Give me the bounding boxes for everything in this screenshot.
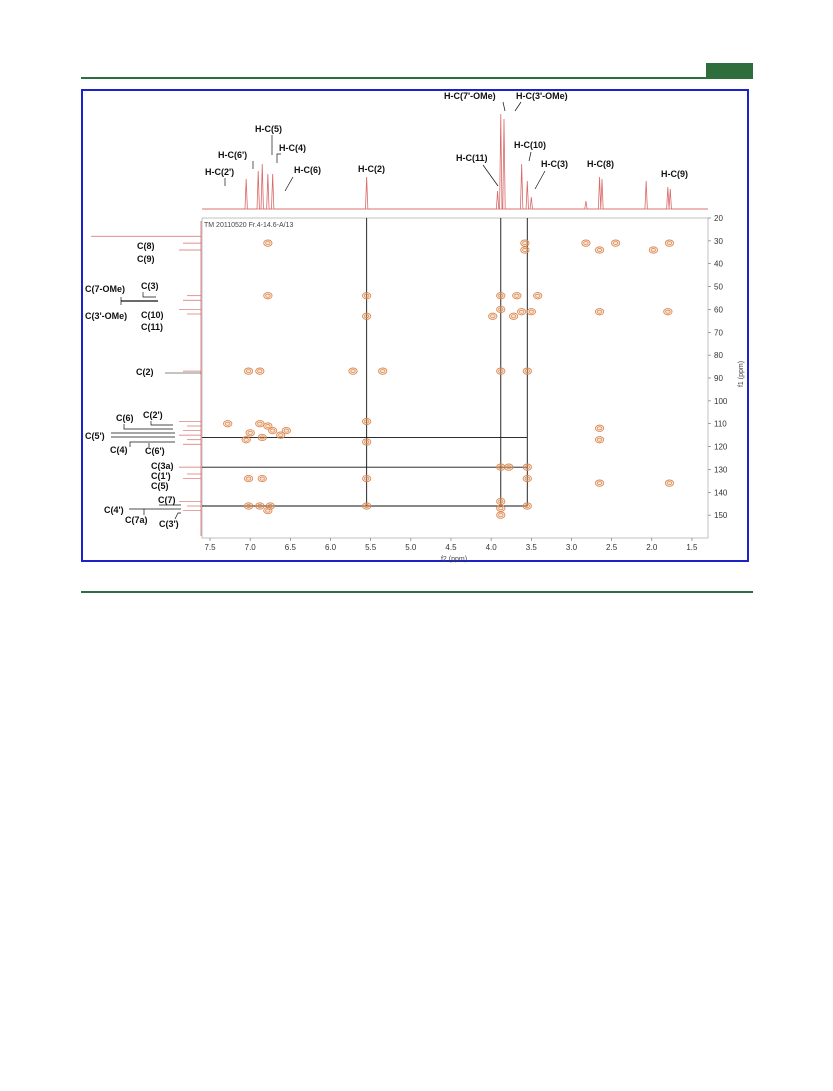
cross-peak-outer	[595, 437, 603, 443]
cross-peak-outer	[523, 475, 531, 481]
y-tick-label: 120	[714, 442, 728, 452]
cross-peak-outer	[665, 480, 673, 486]
label-h-c2prime: H-C(2')	[205, 167, 235, 177]
label-c9: C(9)	[137, 254, 155, 264]
cross-peak	[665, 480, 673, 486]
cross-peak-outer	[258, 475, 266, 481]
label-c7-ome: C(7-OMe)	[85, 284, 125, 294]
y-tick-label: 100	[714, 396, 728, 406]
cross-peak	[282, 427, 290, 433]
label-h-c3prime-ome: H-C(3'-OMe)	[516, 91, 568, 101]
x-tick-label: 6.0	[324, 543, 337, 552]
bottom-rule	[81, 591, 753, 593]
label-c3: C(3)	[141, 281, 159, 291]
cross-peak-outer	[505, 464, 513, 470]
label-c11: C(11)	[141, 322, 164, 332]
cross-peak-outer	[258, 434, 266, 440]
x-tick-label: 6.5	[284, 543, 296, 552]
cross-peak	[362, 475, 370, 481]
y-tick-label: 40	[714, 259, 723, 269]
cross-peak	[505, 464, 513, 470]
cross-peak-outer	[362, 439, 370, 445]
label-c3prime: C(3')	[159, 519, 179, 529]
cross-peak	[534, 293, 542, 299]
cross-peak-outer	[497, 368, 505, 374]
cross-peak-outer	[362, 313, 370, 319]
cross-peak-outer	[264, 240, 272, 246]
cross-peak	[268, 427, 276, 433]
label-c3prime-ome: C(3'-OMe)	[85, 311, 128, 321]
cross-peak-outer	[244, 368, 252, 374]
figure-frame	[81, 89, 749, 562]
carbon-projection	[91, 221, 201, 536]
guide-lines	[202, 218, 527, 506]
cross-peak	[362, 503, 370, 509]
cross-peak-outer	[362, 503, 370, 509]
cross-peak-outer	[664, 309, 672, 315]
y-tick-label: 20	[714, 214, 723, 223]
carbon-annotations	[85, 241, 201, 529]
y-tick-label: 140	[714, 488, 728, 498]
cross-peak	[517, 309, 525, 315]
x-tick-label: 1.5	[686, 543, 698, 552]
cross-peak	[362, 439, 370, 445]
cross-peaks	[224, 240, 674, 518]
cross-peak-outer	[595, 480, 603, 486]
cross-peak-outer	[264, 507, 272, 513]
cross-peak-outer	[513, 293, 521, 299]
y-tick-label: 90	[714, 374, 723, 383]
cross-peak-outer	[497, 464, 505, 470]
cross-peak	[497, 464, 505, 470]
cross-peak	[362, 418, 370, 424]
cross-peak	[497, 505, 505, 511]
cross-peak	[264, 507, 272, 513]
cross-peak	[362, 313, 370, 319]
x-axis-label: f2 (ppm)	[440, 556, 468, 563]
cross-peak-outer	[523, 368, 531, 374]
y-tick-label: 80	[714, 351, 723, 361]
cross-peak	[509, 313, 517, 319]
label-h-c7prime-ome: H-C(7'-OMe)	[444, 91, 496, 101]
y-tick-label: 50	[714, 282, 723, 292]
x-tick-label: 4.0	[485, 543, 497, 552]
cross-peak-outer	[582, 240, 590, 246]
cross-peak-outer	[349, 368, 357, 374]
label-h-c4: H-C(4)	[279, 143, 306, 153]
y-tick-label: 60	[714, 305, 723, 315]
label-h-c11: H-C(11)	[456, 153, 488, 163]
y-tick-label: 130	[714, 465, 728, 475]
label-c5prime: C(5')	[85, 431, 105, 441]
cross-peak	[649, 247, 657, 253]
cross-peak-outer	[595, 247, 603, 253]
cross-peak	[256, 421, 264, 427]
y-axis	[708, 214, 728, 520]
cross-peak-outer	[517, 309, 525, 315]
cross-peak	[595, 247, 603, 253]
cross-peak-outer	[665, 240, 673, 246]
cross-peak-outer	[256, 368, 264, 374]
hsqc-spectrum	[83, 91, 751, 564]
cross-peak-outer	[523, 503, 531, 509]
cross-peak-outer	[224, 421, 232, 427]
plot-area	[202, 218, 708, 538]
cross-peak	[244, 475, 252, 481]
cross-peak	[523, 503, 531, 509]
cross-peak	[244, 503, 252, 509]
cross-peak-outer	[523, 464, 531, 470]
cross-peak-outer	[362, 293, 370, 299]
cross-peak-outer	[611, 240, 619, 246]
cross-peak-outer	[362, 475, 370, 481]
cross-peak-outer	[379, 368, 387, 374]
label-h-c2: H-C(2)	[358, 164, 385, 174]
cross-peak	[595, 480, 603, 486]
label-h-c10: H-C(10)	[514, 140, 547, 150]
cross-peak	[595, 309, 603, 315]
label-h-c6: H-C(6)	[294, 165, 321, 175]
page-tab-marker	[706, 63, 753, 78]
label-h-c5: H-C(5)	[255, 124, 282, 134]
cross-peak	[513, 293, 521, 299]
cross-peak-outer	[497, 293, 505, 299]
cross-peak-outer	[497, 512, 505, 518]
y-tick-label: 110	[714, 419, 727, 429]
cross-peak	[521, 247, 529, 253]
cross-peak	[497, 512, 505, 518]
label-c4: C(4)	[110, 445, 128, 455]
x-tick-label: 3.5	[525, 543, 537, 552]
cross-peak-outer	[242, 437, 250, 443]
cross-peak-outer	[256, 421, 264, 427]
cross-peak	[523, 464, 531, 470]
y-tick-label: 70	[714, 328, 723, 338]
cross-peak-outer	[489, 313, 497, 319]
experiment-label: TM 20110520 Fr.4-14.6-A/13	[204, 222, 294, 229]
cross-peak	[611, 240, 619, 246]
cross-peak-outer	[246, 430, 254, 436]
cross-peak	[497, 293, 505, 299]
cross-peak	[349, 368, 357, 374]
cross-peak	[527, 309, 535, 315]
label-c7a: C(7a)	[125, 515, 148, 525]
proton-annotations	[205, 91, 688, 191]
cross-peak	[244, 368, 252, 374]
label-h-c8: H-C(8)	[587, 159, 614, 169]
cross-peak	[264, 293, 272, 299]
label-h-c6prime: H-C(6')	[218, 150, 248, 160]
cross-peak-outer	[497, 505, 505, 511]
x-tick-label: 7.5	[204, 543, 216, 552]
label-c6: C(6)	[116, 413, 134, 423]
label-c4prime: C(4')	[104, 505, 124, 515]
x-tick-label: 7.0	[244, 543, 256, 552]
cross-peak-outer	[595, 309, 603, 315]
cross-peak	[595, 425, 603, 431]
cross-peak-outer	[264, 293, 272, 299]
cross-peak	[664, 309, 672, 315]
cross-peak-outer	[244, 503, 252, 509]
label-c6prime: C(6')	[145, 446, 165, 456]
cross-peak	[246, 430, 254, 436]
cross-peak-outer	[649, 247, 657, 253]
cross-peak	[379, 368, 387, 374]
x-tick-label: 4.5	[445, 543, 457, 552]
cross-peak-outer	[497, 306, 505, 312]
cross-peak	[523, 475, 531, 481]
cross-peak	[256, 368, 264, 374]
top-rule	[81, 77, 753, 79]
cross-peak	[264, 240, 272, 246]
cross-peak	[489, 313, 497, 319]
cross-peak	[258, 434, 266, 440]
label-c2prime: C(2')	[143, 410, 163, 420]
cross-peak	[256, 503, 264, 509]
cross-peak	[497, 306, 505, 312]
cross-peak-outer	[244, 475, 252, 481]
x-axis	[204, 538, 698, 552]
cross-peak-outer	[527, 309, 535, 315]
x-tick-label: 2.0	[646, 543, 658, 552]
label-c5: C(5)	[151, 481, 169, 491]
label-c10: C(10)	[141, 310, 164, 320]
cross-peak	[582, 240, 590, 246]
y-tick-label: 150	[714, 511, 728, 521]
cross-peak-outer	[521, 240, 529, 246]
cross-peak-outer	[256, 503, 264, 509]
cross-peak	[224, 421, 232, 427]
label-h-c9: H-C(9)	[661, 169, 688, 179]
x-tick-label: 5.5	[365, 543, 377, 552]
cross-peak	[362, 293, 370, 299]
cross-peak	[242, 437, 250, 443]
cross-peak	[497, 498, 505, 504]
cross-peak	[258, 475, 266, 481]
cross-peak-outer	[521, 247, 529, 253]
x-tick-label: 5.0	[405, 543, 417, 552]
cross-peak	[497, 368, 505, 374]
label-c7: C(7)	[158, 495, 176, 505]
cross-peak	[595, 437, 603, 443]
y-tick-label: 30	[714, 236, 723, 246]
cross-peak-outer	[595, 425, 603, 431]
cross-peak-outer	[282, 427, 290, 433]
label-c8: C(8)	[137, 241, 155, 251]
cross-peak-outer	[534, 293, 542, 299]
cross-peak-outer	[362, 418, 370, 424]
label-h-c3: H-C(3)	[541, 159, 568, 169]
cross-peak	[521, 240, 529, 246]
x-tick-label: 2.5	[606, 543, 618, 552]
label-c1prime: C(1')	[151, 471, 171, 481]
x-tick-label: 3.0	[565, 543, 578, 552]
cross-peak-outer	[509, 313, 517, 319]
cross-peak	[523, 368, 531, 374]
y-axis-label: f1 (ppm)	[738, 360, 745, 388]
label-c2: C(2)	[136, 367, 154, 377]
cross-peak	[665, 240, 673, 246]
label-c3a: C(3a)	[151, 461, 174, 471]
cross-peak-outer	[497, 498, 505, 504]
cross-peak-outer	[268, 427, 276, 433]
